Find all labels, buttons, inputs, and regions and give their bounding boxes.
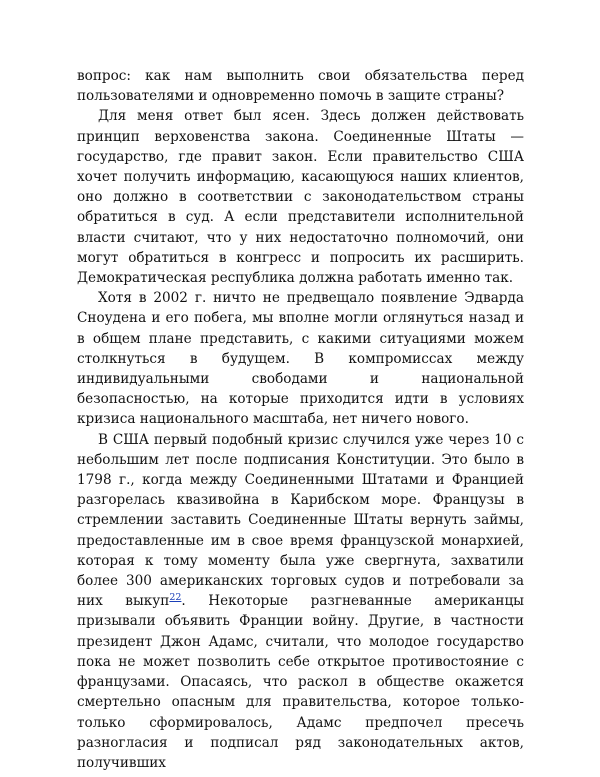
footnote-link[interactable]: 22 bbox=[169, 592, 182, 604]
document-page bbox=[77, 66, 524, 773]
paragraph-4 bbox=[77, 430, 524, 773]
paragraph-2: Для меня ответ был ясен. Здесь должен действовать принцип верховенства закона. Соединенные Штаты — государство, где правит закон. Если правительство США хочет получить информацию, касающуюся наших клиентов, оно должно в соответствии с законодательством страны обратиться в суд. А если представители исполнительной власти считают, что у них недостаточно полномочий, они могут обратиться в конгресс и попросить их расширить. Демократическая республика должна работать именно так. bbox=[77, 108, 524, 287]
paragraph-1: вопрос: как нам выполнить свои обязательства перед пользователями и одновременно помочь в защите страны? bbox=[77, 68, 524, 105]
paragraph-4-text-after: . Некоторые разгневанные американцы призывали объявить Франции войну. Другие, в частности президент Джон Адамс, считали, что молодое государство пока не может позволить себе открытое противостояние с французами. Опасаясь, что раскол в обществе окажется смертельно опасным для правительства, которое только-только сформировалось, Адамс предпочел пресечь разногласия и подписал ряд законодательных актов, получивших bbox=[77, 593, 525, 771]
paragraph-4-text-before: В США первый подобный кризис случился уже через 10 с небольшим лет после подписания Конституции. Это было в 1798 г., когда между Соединенными Штатами и Францией разгорелась квазивойна в Карибском море. Французы в стремлении заставить Соединенные Штаты вернуть займы, предоставленные им в свое время французской монархией, которая к тому моменту была уже свергнута, захватили более 300 американских торговых судов и потребовали за них выкуп bbox=[77, 431, 524, 610]
paragraph-3: Хотя в 2002 г. ничто не предвещало появление Эдварда Сноудена и его побега, мы вполне могли оглянуться назад и в общем плане представить, с какими ситуациями можем столкнуться в будущем. В компромиссах между индивидуальными свободами и национальной безопасностью, на которые приходится идти в условиях кризиса национального масштаба, нет ничего нового. bbox=[77, 290, 524, 428]
